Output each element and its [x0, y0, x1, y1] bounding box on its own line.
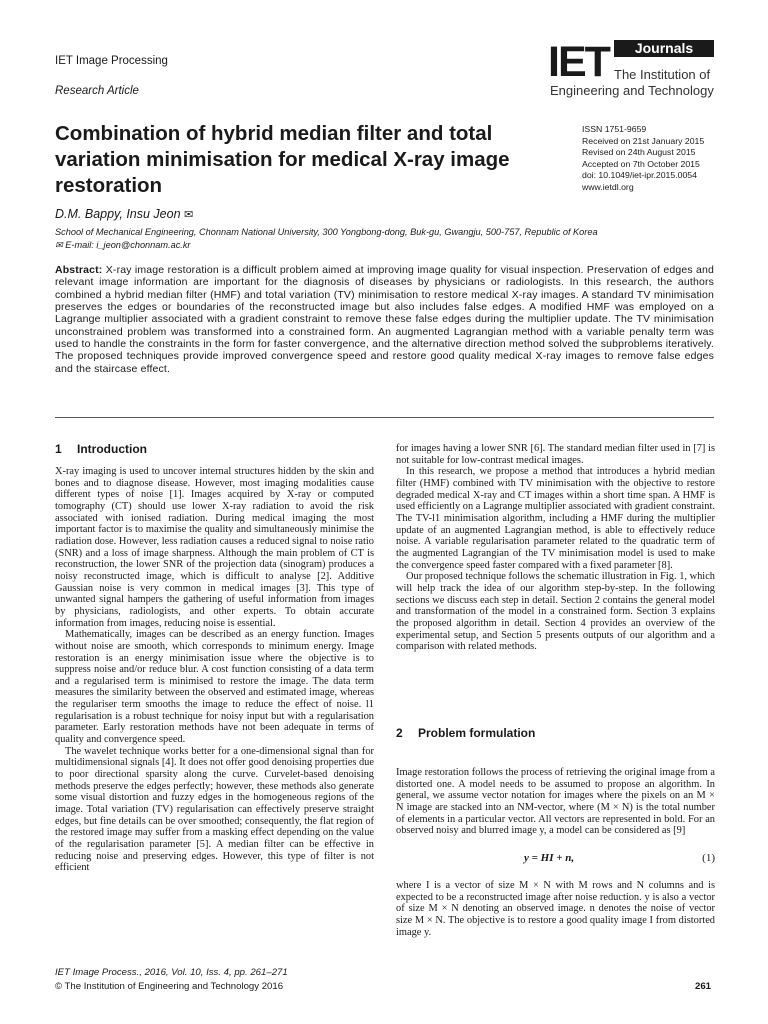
logo-mark: IET [548, 38, 609, 86]
section-1-heading [55, 442, 147, 456]
email-envelope-icon[interactable]: ✉ [184, 209, 194, 221]
issn: ISSN 1751-9659 [582, 124, 647, 134]
paragraph: X-ray imaging is used to uncover internal structures hidden by the skin and bones and to diagnose disease. However, most imaging modalities cause different types of noise [1]. Images acquired by X-ray or computed tomography (CT) should use lower X-ray radiation to avoid the risk associated with ionised radiation. During medical imaging the most important factor is to maximise the quality and simultaneously minimise the radiation dose. However, less radiation causes a reduced signal to noise ratio (SNR) and a loss of image sharpness. Although the main problem of CT is reconstruction, the lower SNR of the projection data (sinogram) produces a noisy reconstructed image, which is difficult to analyse [2]. Additive Gaussian noise is very common in medical images [3]. This type of unwanted signal hampers the gathering of useful information from images by physicians, radiologists, and other experts. To obtain accurate information from images, reducing noise is essential. [55, 466, 374, 629]
journal-url-link[interactable]: www.ietdl.org [582, 181, 634, 192]
abstract-text: X-ray image restoration is a difficult problem aimed at improving image quality for visual inspection. Preservation of edges and relevant image information are important for the diagnosis of diseases by physicians or radiologists. In this research, the authors combined a hybrid median filter (HMF) and total variation (TV) minimisation to restore medical X-ray images. A standard TV minimisation preserves the edges or boundaries of the reconstructed image but also includes false edges. A modified HMF was employed on a Lagrange multiplier associated with a gradient constraint to remove these false edges during the multiplier update. The TV minimisation unconstrained problem was transformed into a constrained form. An augmented Lagrangian method with a variable penalty term was used to handle the constraints in the form for faster convergence, and the alternative direction method solved the subproblems iteratively. The proposed techniques provide improved convergence speed and restore good quality medical X-ray images to remove false edges and the staircase effect. [55, 264, 715, 375]
paragraph: for images having a lower SNR [6]. The standard median filter used in [7] is not suitable for low-contrast medical images. [396, 443, 715, 466]
section-number: 1 [55, 442, 62, 456]
revised-date: Revised on 24th August 2015 [582, 147, 696, 158]
logo-line-2: Engineering and Technology [550, 83, 714, 98]
equation-number: (1) [702, 852, 715, 864]
abstract [55, 264, 714, 375]
left-column [55, 466, 374, 874]
right-column-bottom [396, 880, 715, 938]
paragraph: The wavelet technique works better for a one-dimensional signal than for multidimensional signals [4]. It does not offer good denoising properties due to poor directional sparsity along the curve. Curvelet-based denoising methods preserve the edges perfectly; however, these methods also generate some visual distortion and fuzzy edges in the homogeneous regions of the image. Total variation (TV) regularisation can effectively preserve straight edges, but fine details can be over smoothed; consequently, the flat region of the restored image may suffer from a masking effect depending on the value of the regularisation parameter [5]. A median filter can be effective in reducing noise and preserving edges. However, this type of filter is not efficient [55, 745, 374, 874]
affiliation-block [55, 226, 715, 251]
right-column-middle [396, 767, 715, 837]
authors: D.M. Bappy, Insu Jeon [55, 207, 181, 221]
logo-journals-label: Journals [614, 40, 714, 57]
logo-line-1: The Institution of [614, 67, 711, 82]
email-link[interactable]: ✉ E-mail: i_jeon@chonnam.ac.kr [55, 239, 191, 250]
affiliation: School of Mechanical Engineering, Chonnam National University, 300 Yongbong-dong, Buk-gu, Gwangju, 500-757, Republic of Korea [55, 227, 598, 237]
accepted-date: Accepted on 7th October 2015 [582, 158, 700, 169]
paragraph: Mathematically, images can be described as an energy function. Images without noise are smooth, which corresponds to minimum energy. Image restoration is an energy minimisation issue where the objective is to suppress noise and/or reduce blur. A cost function consisting of a data term and a regularised term is minimised to restore the image. The data term measures the similarity between the observed and estimated image, whereas the regulariser term smooths the image to reduce the effect of noise. l1 regularisation is a robust technique for noisy input but with a regularisation parameter. Early restoration methods have not been adequate in terms of quality and convergence speed. [55, 629, 374, 746]
abstract-divider [55, 417, 714, 418]
section-title: Introduction [77, 442, 147, 456]
paragraph: In this research, we propose a method that introduces a hybrid median filter (HMF) combined with TV minimisation with the objective to restore degraded medical X-ray and CT images within a short time span. A HMF is used efficiently on a Lagrange multiplier associated with gradient constraint. The TV-l1 minimisation algorithm, including a HMF during the multiplier update of an augmented Lagrangian method, is able to effectively reduce noise. A variable regularisation parameter related to the quadratic term of the augmented Lagrangian of the TV minimisation model is used to make the convergence speed faster compared with a fixed parameter [8]. [396, 466, 715, 571]
publisher-logo[interactable] [548, 40, 718, 102]
abstract-label: Abstract: [55, 264, 103, 276]
paragraph: Image restoration follows the process of retrieving the original image from a distorted one. A model needs to be assumed to propose an algorithm. In general, we assume vector notation for images where the pixels on an M × N image are stacked into an NM-vector, where (M × N) is the total number of elements in a particular vector. All vectors are represented in bold. For an observed noisy and blurred image y, a model can be considered as [9] [396, 767, 715, 837]
paper-title: Combination of hybrid median filter and total variation minimisation for medical X-ray image restoration [55, 122, 510, 197]
doi-link[interactable]: doi: 10.1049/iet-ipr.2015.0054 [582, 170, 697, 181]
page-number: 261 [695, 981, 712, 992]
journal-name: IET Image Processing [55, 55, 168, 67]
equation-expression: y = HI + n, [524, 852, 575, 864]
section-title: Problem formulation [418, 726, 536, 740]
paragraph: where I is a vector of size M × N with M rows and N columns and is expected to be a reconstructed image after noise reduction. y is also a vector of size M × N denoting an observed image. n denotes the noise of vector size M × N. The objective is to restore a good quality image I from distorted image y. [396, 880, 715, 938]
footer-copyright: © The Institution of Engineering and Technology 2016 [55, 981, 284, 992]
author-list [55, 207, 193, 221]
section-2-heading [396, 726, 535, 740]
right-column-top [396, 443, 715, 653]
section-number: 2 [396, 726, 403, 740]
article-type: Research Article [55, 85, 139, 97]
received-date: Received on 21st January 2015 [582, 135, 705, 146]
footer-citation: IET Image Process., 2016, Vol. 10, Iss. 4, pp. 261–271 [55, 967, 288, 978]
paragraph: Our proposed technique follows the schematic illustration in Fig. 1, which will help track the idea of our algorithm step-by-step. In the following sections we discuss each step in detail. Section 2 contains the general model and transformation of the model in a constrained form. Section 3 explains the proposed algorithm in detail. Section 4 provides an overview of the experimental setup, and Section 5 presents outputs of our algorithm and a comparison with related methods. [396, 571, 715, 653]
article-meta [582, 124, 704, 194]
